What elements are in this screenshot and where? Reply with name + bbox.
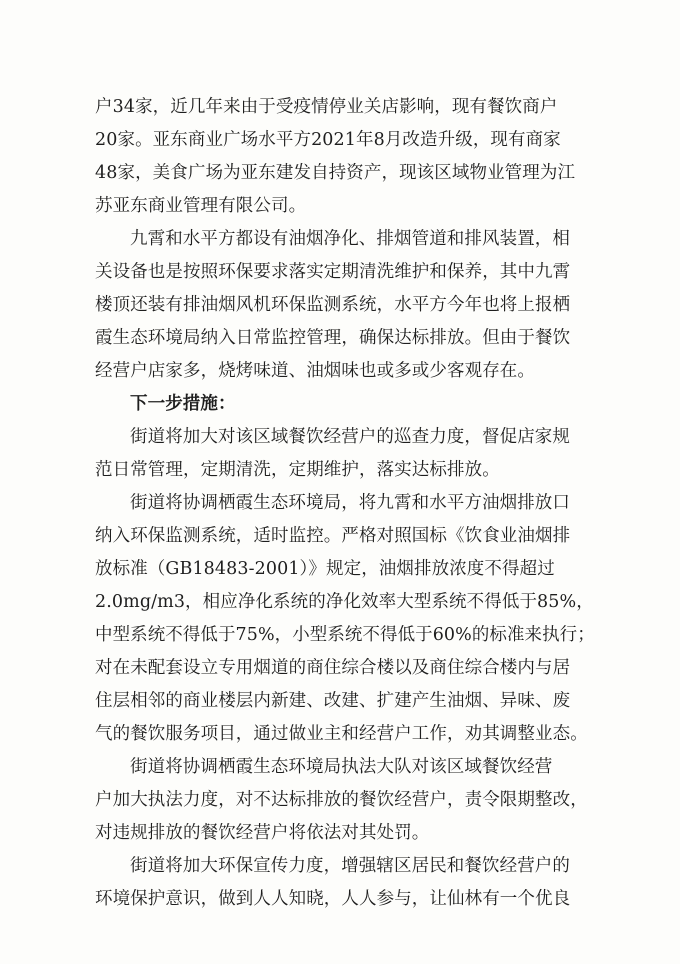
text-line: 对违规排放的餐饮经营户将依法对其处罚。 [95,823,430,843]
paragraph-first-line: 九霄和水平方都设有油烟净化、排烟管道和排风装置，相 [130,229,570,249]
text-line: 户34家，近几年来由于受疫情停业关店影响，现有餐饮商户 [95,97,558,117]
text-line: 2.0mg/m3，相应净化系统的净化效率大型系统不得低于85%， [95,592,594,612]
text-line: 20家。亚东商业广场水平方2021年8月改造升级，现有商家 [95,130,561,150]
paragraph-first-line: 街道将协调栖霞生态环境局，将九霄和水平方油烟排放口 [130,493,570,513]
text-line: 纳入环保监测系统，适时监控。严格对照国标《饮食业油烟排 [95,526,571,546]
paragraph-first-line: 街道将加大环保宣传力度，增强辖区居民和餐饮经营户的 [130,856,570,876]
text-line: 楼顶还装有排油烟风机环保监测系统，水平方今年也将上报栖 [95,295,571,315]
text-line: 经营户店家多，烧烤味道、油烟味也或多或少客观存在。 [95,361,535,381]
text-line: 住层相邻的商业楼层内新建、改建、扩建产生油烟、异味、废 [95,691,571,711]
text-line: 环境保护意识，做到人人知晓，人人参与，让仙林有一个优良 [95,889,571,909]
paragraph-first-line: 街道将加大对该区域餐饮经营户的巡查力度，督促店家规 [130,427,570,447]
text-line: 霞生态环境局纳入日常监控管理，确保达标排放。但由于餐饮 [95,328,571,348]
text-line: 关设备也是按照环保要求落实定期清洗维护和保养，其中九霄 [95,262,571,282]
text-line: 苏亚东商业管理有限公司。 [95,196,307,216]
text-line: 气的餐饮服务项目，通过做业主和经营户工作，劝其调整业态。 [95,724,588,744]
text-line: 对在未配套设立专用烟道的商住综合楼以及商住综合楼内与居 [95,658,571,678]
text-line: 户加大执法力度，对不达标排放的餐饮经营户，责令限期整改， [95,790,588,810]
text-line: 中型系统不得低于75%，小型系统不得低于60%的标准来执行； [95,625,595,645]
section-heading: 下一步措施： [130,394,236,414]
paragraph-first-line: 街道将协调栖霞生态环境局执法大队对该区域餐饮经营 [130,757,553,777]
text-line: 48家，美食广场为亚东建发自持资产，现该区域物业管理为江 [95,163,576,183]
text-line: 放标准（GB18483-2001）》规定，油烟排放浓度不得超过 [95,559,555,579]
text-line: 范日常管理，定期清洗，定期维护，落实达标排放。 [95,460,500,480]
